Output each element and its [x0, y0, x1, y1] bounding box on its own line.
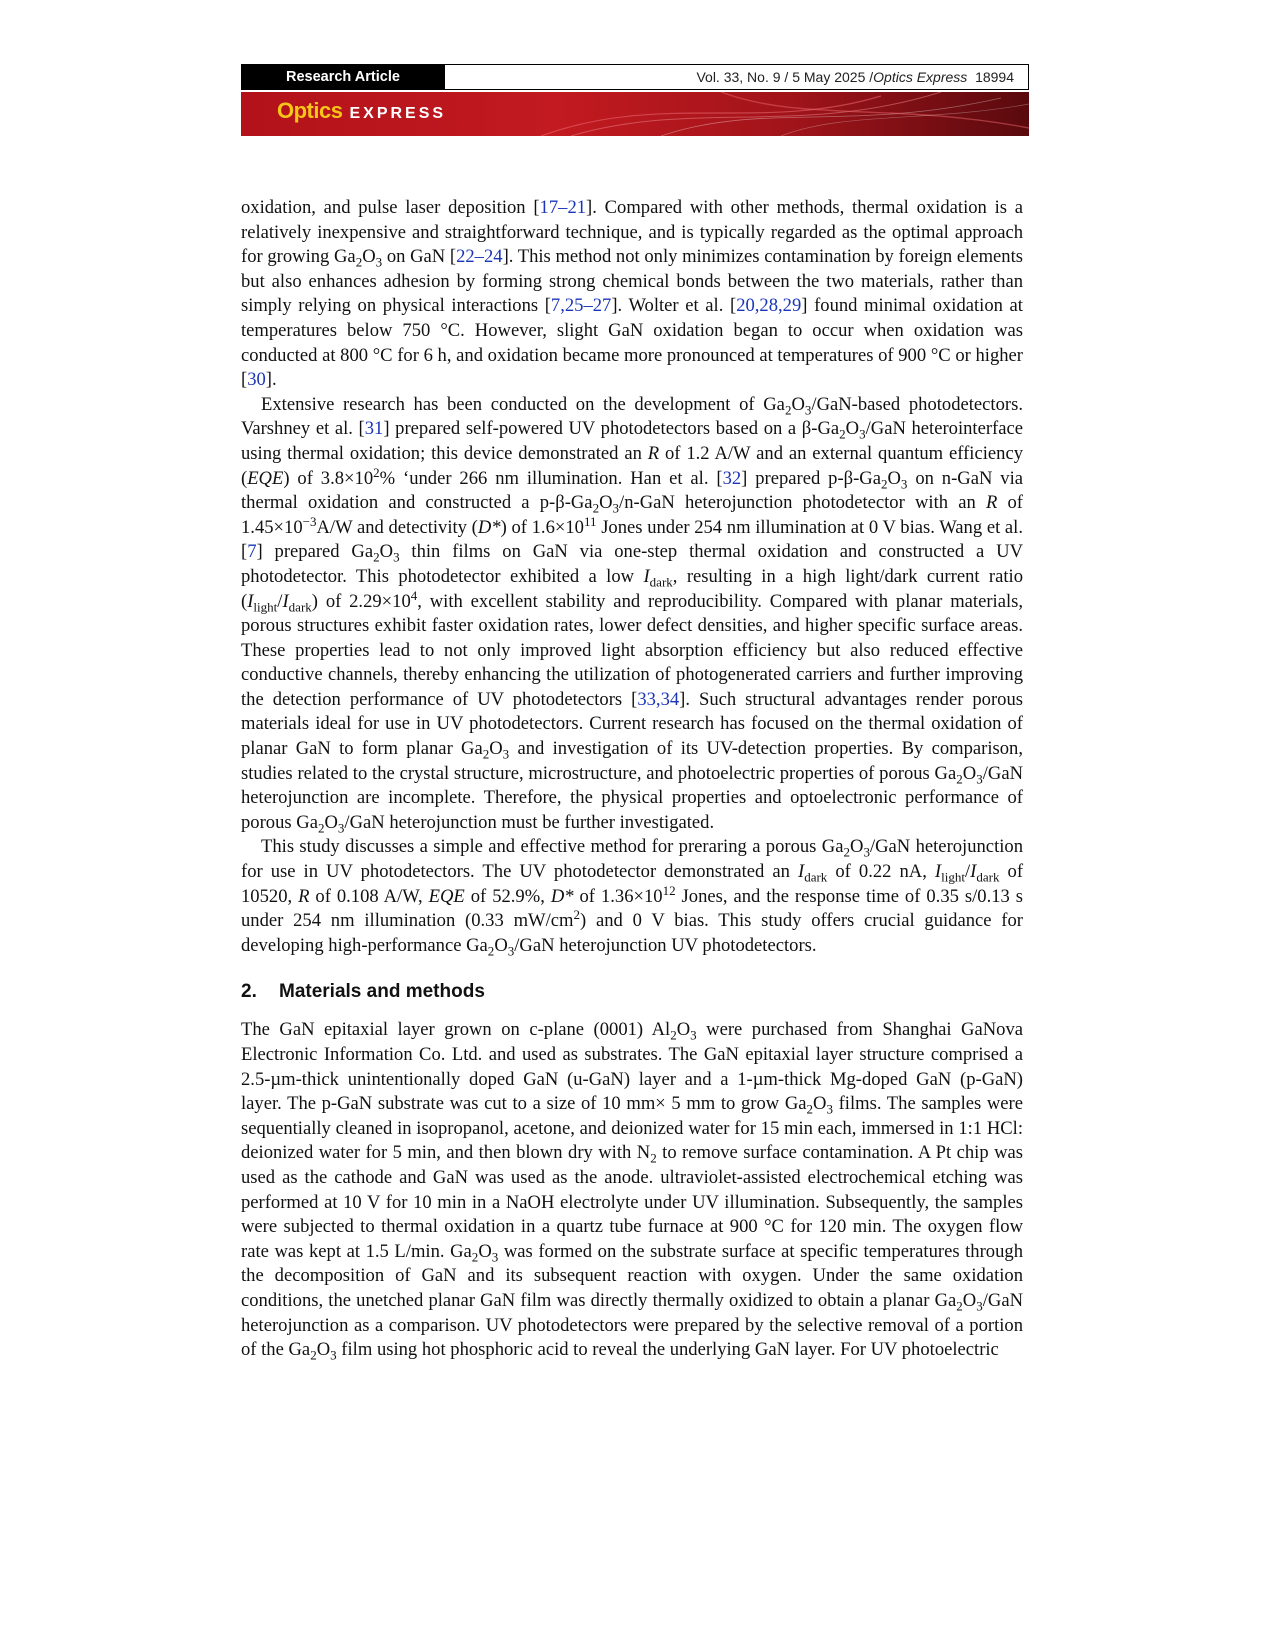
paragraph-4: The GaN epitaxial layer grown on c-plane (0001) $Al_2O_3$ were purchased from Shanghai GaNova Electronic Information Co. Ltd. and used as substrates. The GaN epitaxial layer structure comprised a 2.5-µm-thick unintentionally doped GaN (u-GaN) layer and a 1-µm-thick Mg-doped GaN (p-GaN) layer. The p-GaN substrate was cut to a size of 10 mm× 5 mm to grow $Ga_2O_3$ films. The samples were sequentially cleaned in isopropanol, acetone, and deionized water for 15 min each, immersed in 1:1 HCl: deionized water for 5 min, and then blown dry with $N_2$ to remove surface contamination. A Pt chip was used as the cathode and GaN was used as the anode. ultraviolet-assisted electrochemical etching was performed at 10 V for 10 min in a NaOH electrolyte under UV illumination. Subsequently, the samples were subjected to thermal oxidation in a quartz tube furnace at 900 °C for 120 min. The oxygen flow rate was kept at 1.5 L/min. $Ga_2O_3$ was formed on the substrate surface at specific temperatures through the decomposition of GaN and its subsequent reaction with oxygen. Under the same oxidation conditions, the unetched planar GaN film was directly thermally oxidized to obtain a planar $Ga_2O_3$/GaN heterojunction as a comparison. UV photodetectors were prepared by the selective removal of a portion of the $Ga_2O_3$ film using hot phosphoric acid to reveal the underlying GaN layer. For UV photoelectric — [241, 1019, 1023, 1363]
volume-info — [445, 65, 1028, 89]
volume-text: Vol. 33, No. 9 / 5 May 2025 / — [696, 69, 874, 85]
citation-link[interactable]: 32 — [722, 467, 742, 489]
citation-link[interactable]: 7 — [247, 541, 257, 563]
citation-link[interactable]: 30 — [247, 369, 266, 391]
citation-link[interactable]: 33,34 — [637, 688, 680, 710]
article-type-label: Research Article — [242, 65, 445, 89]
section-heading — [241, 980, 1023, 1004]
logo-optics-text: Optics — [277, 98, 343, 123]
citation-link[interactable]: 22–24 — [456, 246, 503, 268]
citation-link[interactable]: 17–21 — [539, 197, 587, 218]
citation-link[interactable]: 7,25–27 — [550, 295, 612, 317]
journal-banner — [241, 92, 1029, 136]
optics-express-logo — [277, 98, 446, 124]
page-number: 18994 — [975, 69, 1014, 85]
journal-header-bar — [241, 64, 1029, 90]
citation-link[interactable]: 31 — [364, 418, 384, 440]
paragraph-2: Extensive research has been conducted on the development of $Ga_2O_3/GaN$-based photodetectors. Varshney et al. [31] prepared self-powered UV photodetectors based on a $\beta-Ga_2O_3$/GaN heterointerface using thermal oxidation; this device demonstrated an R of 1.2 A/W and an external quantum efficiency (EQE) of $3.8\times 10^2\%$ ‘under 266 nm illumination. Han et al. [32] prepared $p-\beta-Ga_2O_3$ on n-GaN via thermal oxidation and constructed a $p-\beta-Ga_2O_3/n$-GaN heterojunction photodetector with an R of $1.45\times 10^{-3}A/W$ and detectivity (D*) of $1.6\times 10^{11}$ Jones under 254 nm illumination at 0 V bias. Wang et al. [7] prepared $Ga_2O_3$ thin films on GaN via one-step thermal oxidation and constructed a UV photodetector. This photodetector exhibited a low $I_{dark}$, resulting in a high light/dark current ratio $(I_{light}/I_{dark})$ of $2.29\times 10^4$, with excellent stability and reproducibility. Compared with planar materials, porous structures exhibit faster oxidation rates, lower defect densities, and higher specific surface areas. These properties lead to not only improved light absorption efficiency but also reduced effective conductive channels, thereby enhancing the utilization of photogenerated carriers and further improving the detection performance of UV photodetectors [33,34]. Such structural advantages render porous materials ideal for use in UV photodetectors. Current research has focused on the thermal oxidation of planar GaN to form planar $Ga_2O_3$ and investigation of its UV-detection properties. By comparison, studies related to the crystal structure, microstructure, and photoelectric properties of porous $Ga_2O_3$/GaN heterojunction are incomplete. Therefore, the physical properties and optoelectronic performance of porous $Ga_2O_3$/GaN heterojunction must be further investigated. — [241, 393, 1023, 836]
paragraph-1: oxidation, and pulse laser deposition [17–21]. Compared with other methods, thermal oxidation is a relatively inexpensive and straightforward technique, and is typically regarded as the optimal approach for growing $Ga_2O_3$ on GaN [22–24]. This method not only minimizes contamination by foreign elements but also enhances adhesion by forming strong chemical bonds between the two materials, rather than simply relying on physical interactions [7,25–27]. Wolter et al. [20,28,29] found minimal oxidation at temperatures below 750 °C. However, slight GaN oxidation began to occur when oxidation was conducted at 800 °C for 6 h, and oxidation became more pronounced at temperatures of 900 °C or higher [30]. — [241, 197, 1024, 391]
journal-name: Optics Express — [873, 69, 968, 85]
article-body — [241, 196, 1023, 1363]
paragraph-3: This study discusses a simple and effective method for preraring a porous $Ga_2O_3$/GaN heterojunction for use in UV photodetectors. The UV photodetector demonstrated an $I_{dark}$ of 0.22 nA, $I_{light}/I_{dark}$ of 10520, R of 0.108 A/W, EQE of 52.9%, D* of $1.36\times 10^{12}$ Jones, and the response time of 0.35 s/0.13 s under 254 nm illumination (0.33 $mW/cm^2$) and 0 V bias. This study offers crucial guidance for developing high-performance $Ga_2O_3$/GaN heterojunction UV photodetectors. — [241, 836, 1024, 959]
logo-express-text: EXPRESS — [349, 105, 447, 122]
section-title: Materials and methods — [279, 981, 485, 1003]
section-number: 2. — [241, 981, 257, 1003]
citation-link[interactable]: 20,28,29 — [736, 295, 802, 317]
